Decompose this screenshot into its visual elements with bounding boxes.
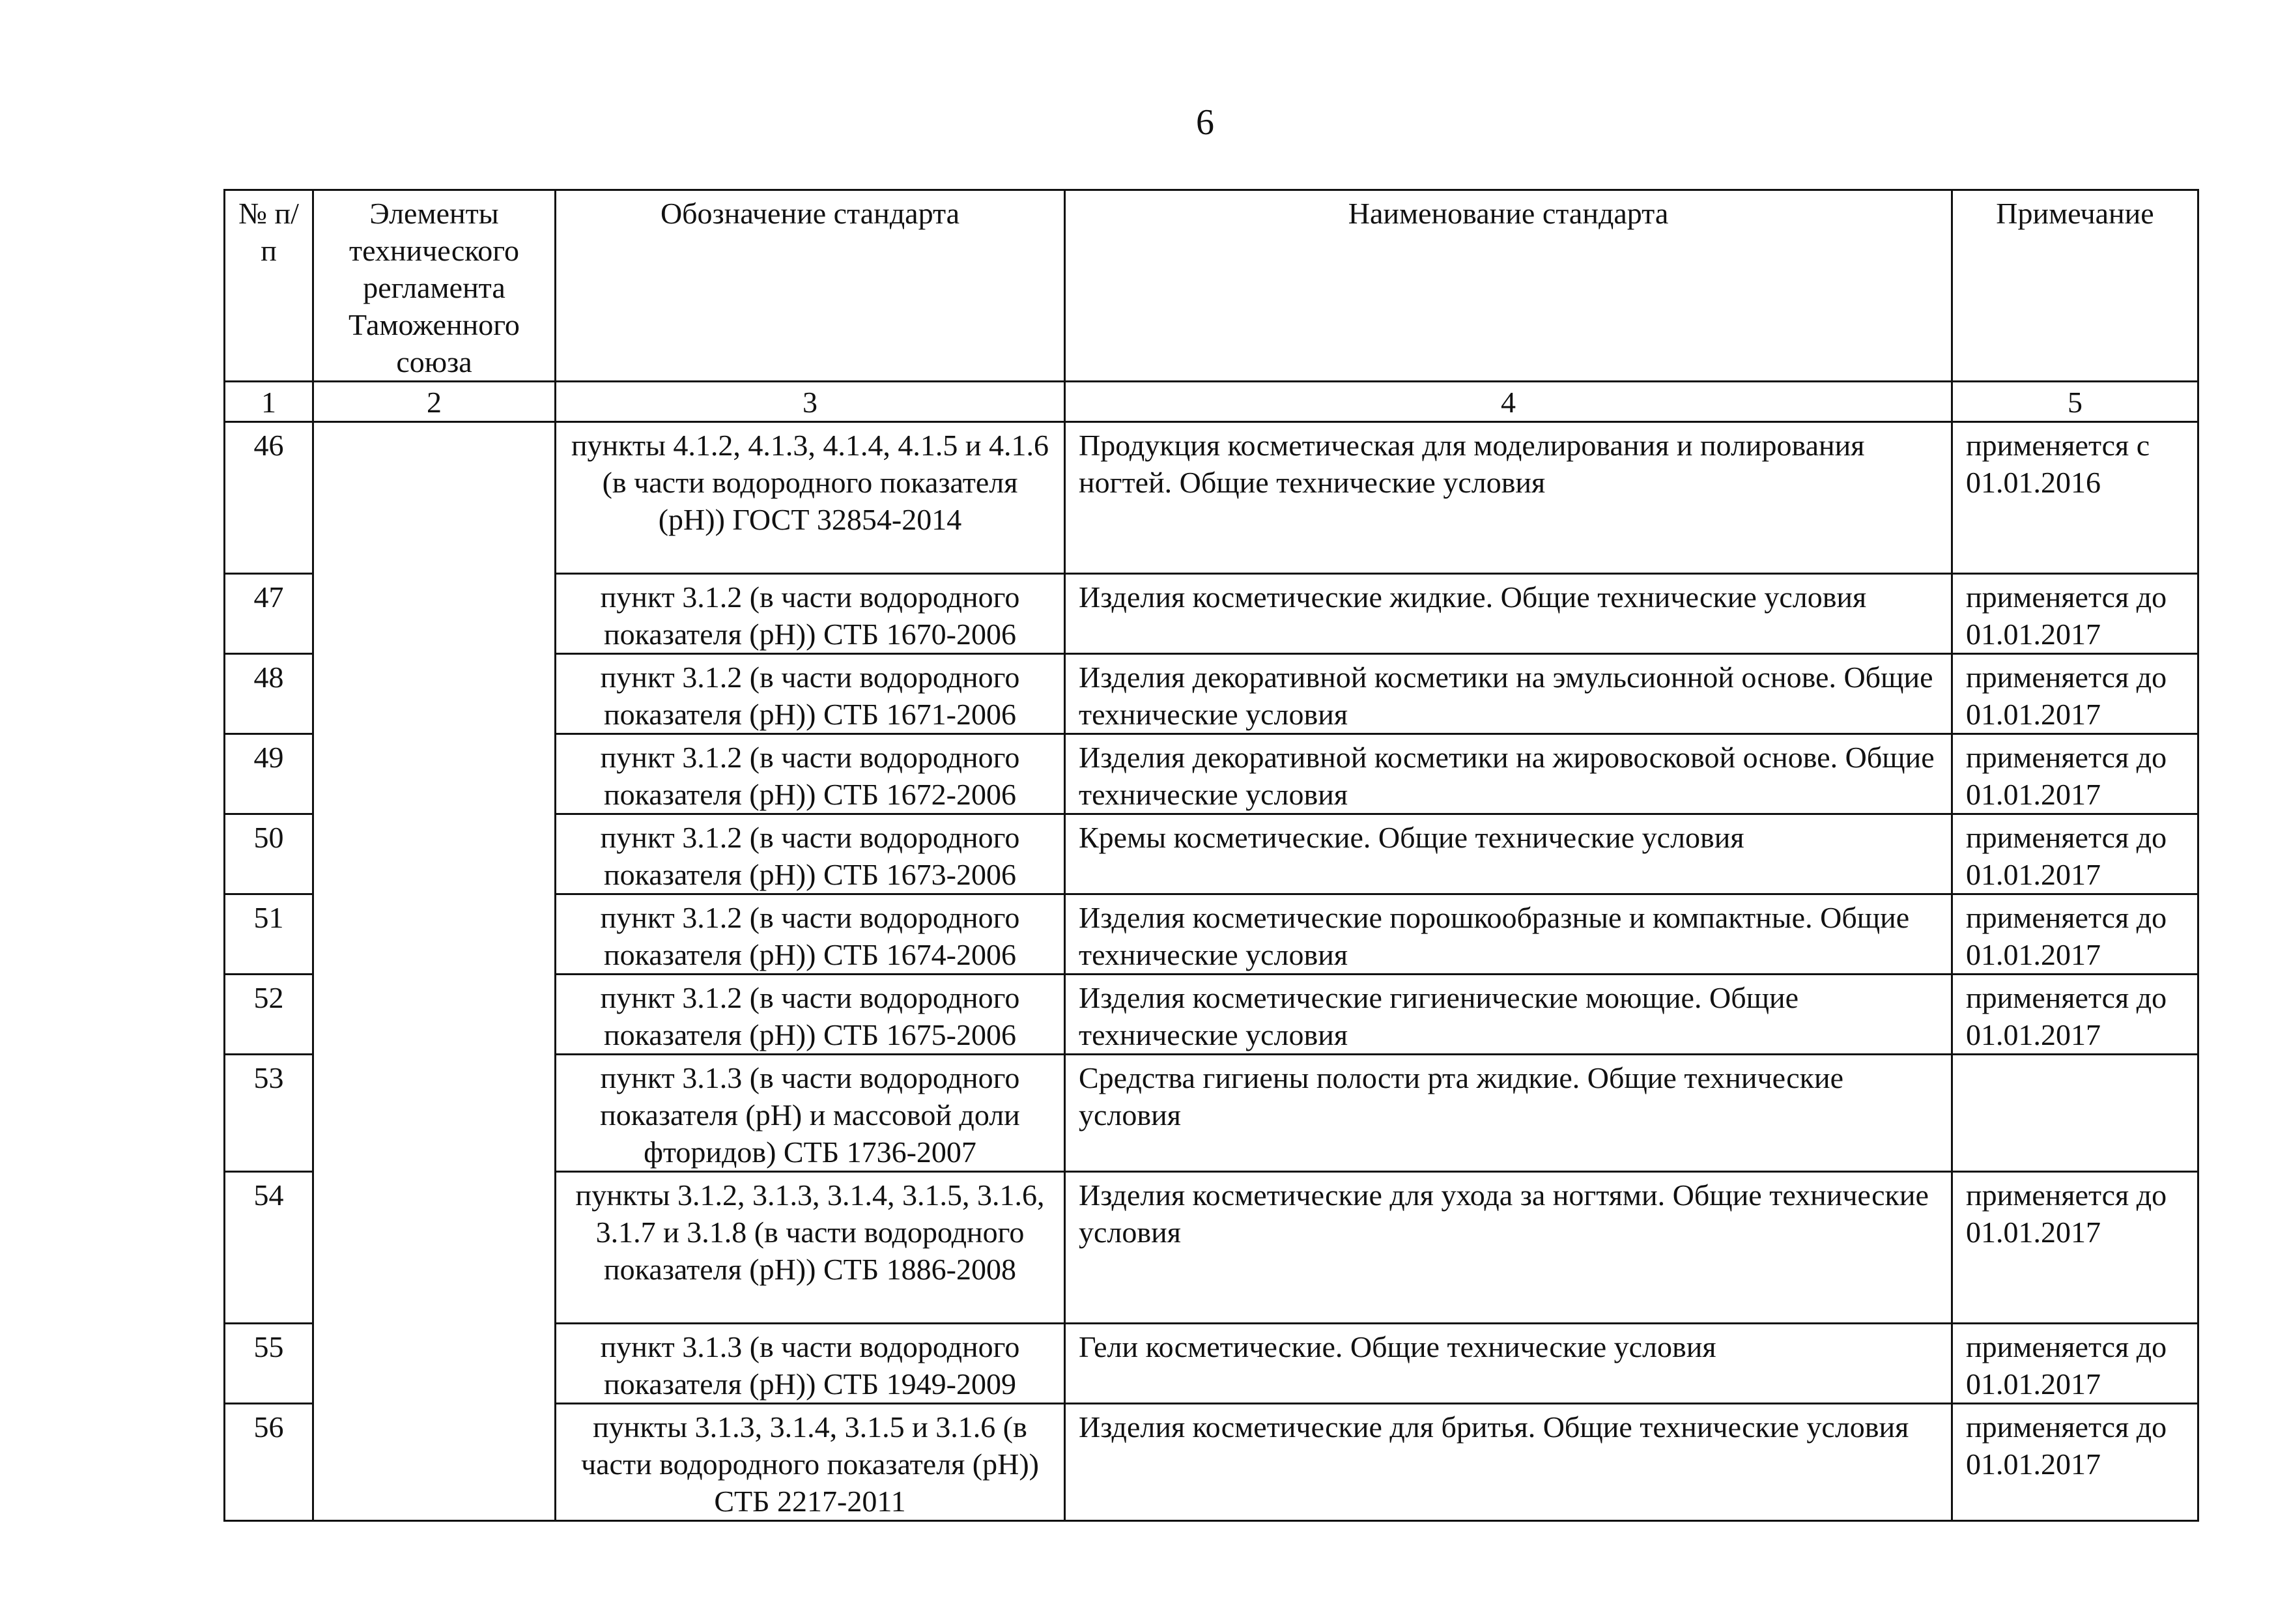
row-note: применяется до 01.01.2017 xyxy=(1952,975,2198,1055)
row-designation: пункты 3.1.3, 3.1.4, 3.1.5 и 3.1.6 (в части водородного показателя (pH)) СТБ 2217-2011 xyxy=(556,1404,1065,1521)
row-num: 47 xyxy=(225,574,313,654)
row-note: применяется до 01.01.2017 xyxy=(1952,1404,2198,1521)
row-name: Гели косметические. Общие технические условия xyxy=(1065,1324,1952,1404)
row-note: применяется до 01.01.2017 xyxy=(1952,1324,2198,1404)
header-num: № п/п xyxy=(225,190,313,382)
row-note: применяется до 01.01.2017 xyxy=(1952,734,2198,814)
row-num: 49 xyxy=(225,734,313,814)
column-number: 1 xyxy=(225,382,313,422)
row-num: 56 xyxy=(225,1404,313,1521)
row-num: 54 xyxy=(225,1172,313,1324)
standards-table xyxy=(223,189,2199,1522)
row-name: Изделия косметические жидкие. Общие технические условия xyxy=(1065,574,1952,654)
row-num: 50 xyxy=(225,814,313,894)
row-note: применяется до 01.01.2017 xyxy=(1952,894,2198,975)
row-num: 48 xyxy=(225,654,313,734)
row-name: Изделия декоративной косметики на жировосковой основе. Общие технические условия xyxy=(1065,734,1952,814)
header-note: Примечание xyxy=(1952,190,2198,382)
table-row xyxy=(225,422,2198,574)
row-designation: пункт 3.1.2 (в части водородного показателя (pH)) СТБ 1672-2006 xyxy=(556,734,1065,814)
elements-cell xyxy=(313,422,556,1521)
row-note: применяется с 01.01.2016 xyxy=(1952,422,2198,574)
column-number: 5 xyxy=(1952,382,2198,422)
row-designation: пункты 4.1.2, 4.1.3, 4.1.4, 4.1.5 и 4.1.6 (в части водородного показателя (pH)) ГОСТ 32854-2014 xyxy=(556,422,1065,574)
row-num: 46 xyxy=(225,422,313,574)
row-designation: пункт 3.1.2 (в части водородного показателя (pH)) СТБ 1671-2006 xyxy=(556,654,1065,734)
row-designation: пункт 3.1.2 (в части водородного показателя (pH)) СТБ 1674-2006 xyxy=(556,894,1065,975)
row-name: Кремы косметические. Общие технические условия xyxy=(1065,814,1952,894)
row-designation: пункты 3.1.2, 3.1.3, 3.1.4, 3.1.5, 3.1.6, 3.1.7 и 3.1.8 (в части водородного показателя (pH)) СТБ 1886-2008 xyxy=(556,1172,1065,1324)
row-designation: пункт 3.1.2 (в части водородного показателя (pH)) СТБ 1670-2006 xyxy=(556,574,1065,654)
row-name: Изделия косметические для ухода за ногтями. Общие технические условия xyxy=(1065,1172,1952,1324)
row-name: Продукция косметическая для моделирования и полирования ногтей. Общие технические условия xyxy=(1065,422,1952,574)
row-name: Средства гигиены полости рта жидкие. Общие технические условия xyxy=(1065,1055,1952,1172)
row-name: Изделия косметические гигиенические моющие. Общие технические условия xyxy=(1065,975,1952,1055)
row-designation: пункт 3.1.3 (в части водородного показателя (pH) и массовой доли фторидов) СТБ 1736-2007 xyxy=(556,1055,1065,1172)
row-name: Изделия косметические порошкообразные и компактные. Общие технические условия xyxy=(1065,894,1952,975)
row-num: 51 xyxy=(225,894,313,975)
column-number: 3 xyxy=(556,382,1065,422)
column-number: 4 xyxy=(1065,382,1952,422)
header-elements: Элементы технического регламента Таможенного союза xyxy=(313,190,556,382)
row-num: 55 xyxy=(225,1324,313,1404)
column-number-row xyxy=(225,382,2198,422)
header-row xyxy=(225,190,2198,382)
column-number: 2 xyxy=(313,382,556,422)
row-name: Изделия декоративной косметики на эмульсионной основе. Общие технические условия xyxy=(1065,654,1952,734)
row-designation: пункт 3.1.2 (в части водородного показателя (pH)) СТБ 1675-2006 xyxy=(556,975,1065,1055)
row-name: Изделия косметические для бритья. Общие технические условия xyxy=(1065,1404,1952,1521)
page-number: 6 xyxy=(1196,102,1214,143)
header-name: Наименование стандарта xyxy=(1065,190,1952,382)
row-designation: пункт 3.1.3 (в части водородного показателя (pH)) СТБ 1949-2009 xyxy=(556,1324,1065,1404)
row-designation: пункт 3.1.2 (в части водородного показателя (pH)) СТБ 1673-2006 xyxy=(556,814,1065,894)
row-note: применяется до 01.01.2017 xyxy=(1952,654,2198,734)
row-note: применяется до 01.01.2017 xyxy=(1952,1172,2198,1324)
row-num: 52 xyxy=(225,975,313,1055)
header-designation: Обозначение стандарта xyxy=(556,190,1065,382)
row-num: 53 xyxy=(225,1055,313,1172)
row-note: применяется до 01.01.2017 xyxy=(1952,574,2198,654)
row-note xyxy=(1952,1055,2198,1172)
row-note: применяется до 01.01.2017 xyxy=(1952,814,2198,894)
